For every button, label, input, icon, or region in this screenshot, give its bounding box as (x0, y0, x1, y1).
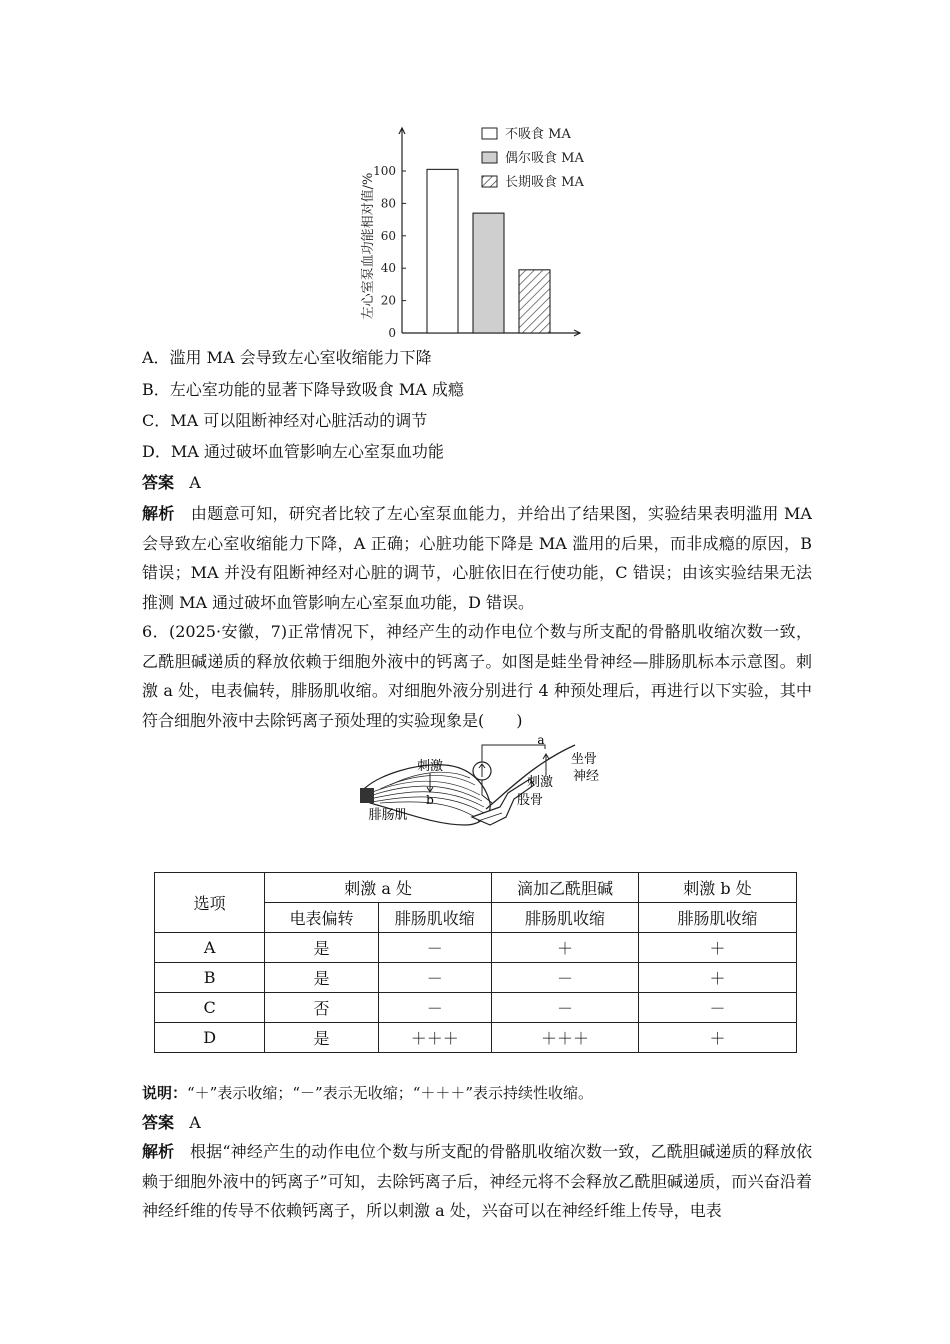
y-axis-label: 左心室泵血功能相对值/% (361, 172, 376, 320)
note-text: “＋”表示收缩；“－”表示无收缩；“＋＋＋”表示持续性收缩。 (187, 1084, 594, 1102)
q6-answer (142, 1113, 201, 1133)
table-row (155, 963, 797, 993)
option-d: D．MA 通过破坏血管影响左心室泵血功能 (142, 442, 444, 461)
analysis-label: 解析 (142, 504, 175, 523)
tendon (360, 788, 374, 803)
legend-label: 长期吸食 MA (505, 175, 584, 190)
table-row (155, 993, 797, 1023)
options-table (154, 872, 797, 1053)
legend-label: 偶尔吸食 MA (505, 151, 584, 166)
y-tick-label: 40 (380, 261, 396, 276)
header-stimulus-a: 刺激 a 处 (265, 873, 492, 903)
q6-analysis (142, 1137, 812, 1226)
point-b-label: b (426, 793, 434, 807)
muscle-label: 腓肠肌 (368, 808, 408, 823)
y-tick-label: 100 (373, 164, 396, 178)
table-cell: 是 (265, 963, 378, 993)
table-cell: A (155, 933, 265, 963)
y-tick-label: 0 (388, 326, 396, 340)
table-cell: 是 (265, 1023, 378, 1053)
table-cell: ＋＋＋ (491, 1023, 638, 1053)
table-cell: B (155, 963, 265, 993)
table-cell: 是 (265, 933, 378, 963)
answer-value: A (189, 1113, 201, 1132)
analysis-text: 由题意可知，研究者比较了左心室泵血能力，并给出了结果图，实验结果表明滥用 MA 会导致左心室收缩能力下降，A 正确；心脏功能下降是 MA 滥用的后果，而非成瘾的原因，B 错误；MA 并没有阻断神经对心脏的调节，心脏依旧在行使功能，C 错误；由该实验结果无法推测 MA 通过破坏血管影响左心室泵血功能，D 错误。 (142, 504, 812, 612)
header-option: 选项 (155, 873, 265, 933)
table-row (155, 1023, 797, 1053)
table-cell: ＋ (491, 933, 638, 963)
q5-analysis (142, 499, 812, 617)
table-cell: ＋ (638, 1023, 796, 1053)
answer-label: 答案 (142, 1113, 175, 1132)
y-tick-label: 80 (380, 196, 396, 211)
table-cell: ＋ (638, 963, 796, 993)
table-cell: － (638, 993, 796, 1023)
table-cell: － (378, 993, 491, 1023)
chart-ticks (373, 164, 406, 340)
table-cell: － (378, 933, 491, 963)
legend-swatch (482, 176, 497, 187)
table-cell: D (155, 1023, 265, 1053)
legend-swatch (482, 152, 497, 163)
stimulus-label-top: 刺激 (416, 759, 444, 774)
stimulus-arrow-a (543, 754, 549, 775)
sub-contract-3: 腓肠肌收缩 (638, 903, 796, 933)
analysis-label: 解析 (142, 1142, 175, 1161)
answer-value: A (189, 473, 201, 492)
bar (473, 213, 504, 333)
sub-contract-1: 腓肠肌收缩 (378, 903, 491, 933)
q6-stem: 6．(2025·安徽，7)正常情况下，神经产生的动作电位个数与所支配的骨骼肌收缩次数一致，乙酰胆碱递质的释放依赖于细胞外液中的钙离子。如图是蛙坐骨神经—腓肠肌标本示意图。刺激 a 处，电表偏转，腓肠肌收缩。对细胞外液分别进行 4 种预处理后，再进行以下实验，其中符合细胞外液中去除钙离子预处理的实验现象是( ) (142, 622, 812, 730)
bar-chart (355, 118, 615, 343)
point-a-label: a (537, 733, 545, 747)
table-cell: － (491, 963, 638, 993)
option-b: B．左心室功能的显著下降导致吸食 MA 成瘾 (142, 380, 464, 399)
chart-legend (482, 127, 584, 190)
legend-label: 不吸食 MA (505, 127, 571, 142)
header-stimulus-b: 刺激 b 处 (638, 873, 796, 903)
sub-meter: 电表偏转 (265, 903, 378, 933)
q5-answer (142, 473, 201, 493)
frog-nerve-muscle-diagram (360, 733, 600, 838)
stimulus-label-right: 刺激 (526, 775, 554, 790)
answer-label: 答案 (142, 473, 175, 492)
option-c: C．MA 可以阻断神经对心脏活动的调节 (142, 411, 428, 430)
y-tick-label: 60 (380, 228, 396, 243)
y-tick-label: 20 (380, 293, 396, 308)
bone-label: 股骨 (516, 793, 544, 808)
table-cell: C (155, 993, 265, 1023)
option-a: A．滥用 MA 会导致左心室收缩能力下降 (142, 348, 432, 367)
table-cell: ＋ (638, 933, 796, 963)
chart-bars (427, 169, 550, 333)
table-cell: － (491, 993, 638, 1023)
analysis-text: 根据“神经产生的动作电位个数与所支配的骨骼肌收缩次数一致，乙酰胆碱递质的释放依赖于细胞外液中的钙离子”可知，去除钙离子后，神经元将不会释放乙酰胆碱递质，而兴奋沿着神经纤维的传导不依赖钙离子，所以刺激 a 处，兴奋可以在神经纤维上传导，电表 (142, 1142, 812, 1220)
header-acetylcholine: 滴加乙酰胆碱 (491, 873, 638, 903)
note-label: 说明： (142, 1084, 188, 1102)
table-cell: － (378, 963, 491, 993)
nerve-label: 坐骨 神经 (570, 752, 600, 784)
table-cell: 否 (265, 993, 378, 1023)
sub-contract-2: 腓肠肌收缩 (491, 903, 638, 933)
bar (427, 169, 458, 333)
legend-swatch (482, 128, 497, 139)
bar (519, 270, 550, 333)
table-cell: ＋＋＋ (378, 1023, 491, 1053)
table-note (142, 1083, 593, 1103)
table-row (155, 933, 797, 963)
